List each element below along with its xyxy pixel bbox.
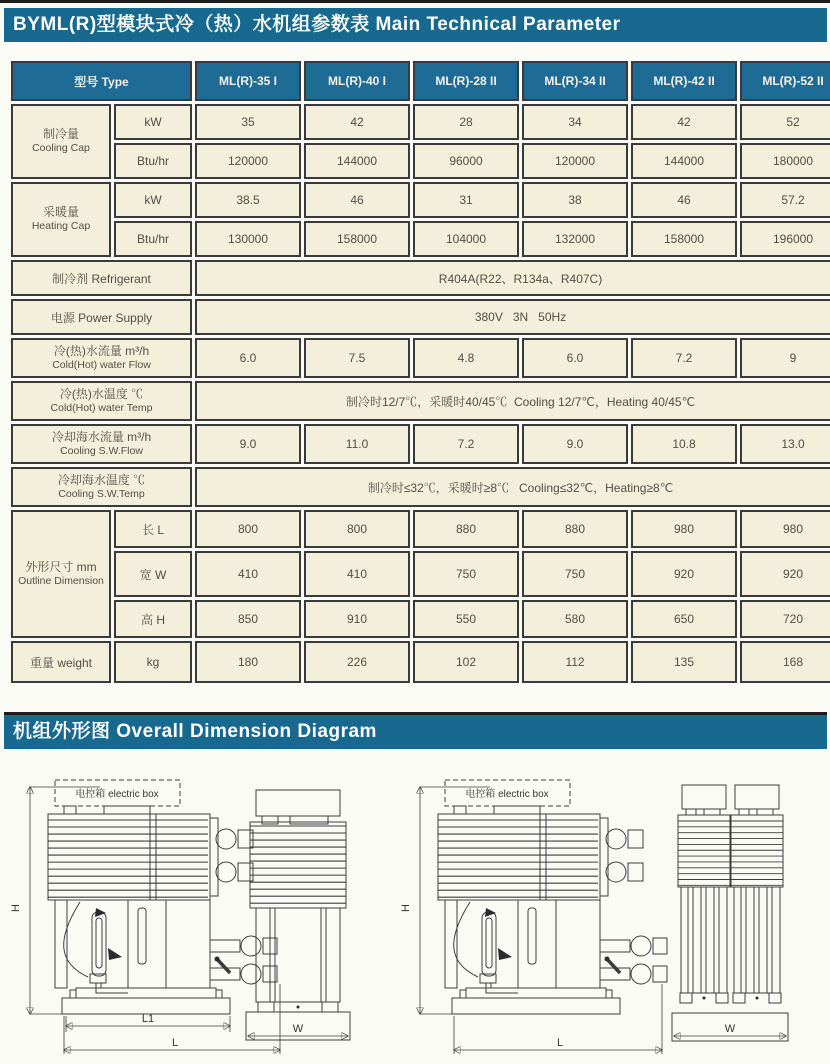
label-en: Cooling Cap	[32, 142, 90, 155]
value-cell: 112	[522, 641, 628, 683]
power-supply-value: 380V 3N 50Hz	[195, 299, 830, 335]
dim-h-label: H	[10, 904, 22, 912]
dim-w-label: W	[292, 1023, 304, 1035]
value-cell: 11.0	[304, 424, 410, 464]
label-cn: 冷却海水流量 m³/h	[51, 429, 152, 444]
cooling-btu-row	[11, 143, 830, 179]
water-temp-row	[11, 381, 830, 421]
value-cell: 46	[631, 182, 737, 218]
value-cell: 196000	[740, 221, 830, 257]
value-cell: 46	[304, 182, 410, 218]
value-cell: 7.2	[413, 424, 519, 464]
label-cn: 冷却海水温度 ℃	[57, 472, 146, 487]
model-header-cell: ML(R)-40 I	[304, 61, 410, 101]
label-cn: 采暖量	[42, 205, 79, 220]
value-cell: 158000	[631, 221, 737, 257]
value-cell: 34	[522, 104, 628, 140]
side-view-right	[438, 780, 667, 1014]
value-cell: 750	[522, 551, 628, 597]
model-header-row	[11, 61, 830, 101]
value-cell: 104000	[413, 221, 519, 257]
front-view-right	[672, 785, 788, 1041]
value-cell: 880	[413, 510, 519, 548]
value-cell: 980	[631, 510, 737, 548]
unit-cell: 长 L	[114, 510, 192, 548]
label-cn: 冷(热)水流量 m³/h	[53, 343, 150, 358]
front-module	[731, 785, 783, 1003]
outline-row-label	[11, 510, 111, 638]
value-cell: 580	[522, 600, 628, 638]
value-cell: 42	[304, 104, 410, 140]
value-cell: 135	[631, 641, 737, 683]
unit-cell: kW	[114, 182, 192, 218]
value-cell: 180	[195, 641, 301, 683]
front-module	[678, 785, 730, 1003]
unit-cell: kW	[114, 104, 192, 140]
value-cell: 38	[522, 182, 628, 218]
sw-temp-value: 制冷时≤32℃，采暖时≥8℃ Cooling≤32℃，Heating≥8℃	[195, 467, 830, 507]
value-cell: 920	[631, 551, 737, 597]
value-cell: 144000	[631, 143, 737, 179]
value-cell: 9	[740, 338, 830, 378]
value-cell: 720	[740, 600, 830, 638]
label-cn: 冷(热)水温度 ℃	[59, 386, 144, 401]
label-en: Cold(Hot) water Flow	[52, 358, 151, 371]
sw-temp-row	[11, 467, 830, 507]
width-row	[11, 551, 830, 597]
unit-cell: Btu/hr	[114, 221, 192, 257]
dim-w-label: W	[724, 1023, 736, 1035]
value-cell: 7.5	[304, 338, 410, 378]
value-cell: 410	[304, 551, 410, 597]
heating-row-label	[11, 182, 111, 257]
refrigerant-row	[11, 260, 830, 296]
value-cell: 10.8	[631, 424, 737, 464]
value-cell: 880	[522, 510, 628, 548]
value-cell: 910	[304, 600, 410, 638]
value-cell: 180000	[740, 143, 830, 179]
height-row	[11, 600, 830, 638]
power-supply-label: 电源 Power Supply	[11, 299, 192, 335]
weight-row	[11, 641, 830, 683]
value-cell: 750	[413, 551, 519, 597]
value-cell: 31	[413, 182, 519, 218]
power-supply-row	[11, 299, 830, 335]
value-cell: 650	[631, 600, 737, 638]
sw-flow-label	[11, 424, 192, 464]
value-cell: 130000	[195, 221, 301, 257]
heating-btu-row	[11, 221, 830, 257]
model-header-cell: ML(R)-52 II	[740, 61, 830, 101]
model-header-cell: ML(R)-35 I	[195, 61, 301, 101]
heat-exchanger-block	[250, 822, 346, 908]
value-cell: 6.0	[522, 338, 628, 378]
label-cn: 制冷量	[42, 127, 79, 142]
value-cell: 920	[740, 551, 830, 597]
main-title-bar: BYML(R)型模块式冷（热）水机组参数表 Main Technical Parameter	[4, 8, 827, 42]
value-cell: 28	[413, 104, 519, 140]
value-cell: 850	[195, 600, 301, 638]
technical-parameter-table	[8, 58, 830, 686]
value-cell: 144000	[304, 143, 410, 179]
heating-kw-row	[11, 182, 830, 218]
water-flow-label	[11, 338, 192, 378]
value-cell: 800	[304, 510, 410, 548]
value-cell: 980	[740, 510, 830, 548]
unit-cell: 高 H	[114, 600, 192, 638]
water-temp-label	[11, 381, 192, 421]
dim-l-label: L	[556, 1037, 564, 1049]
model-header-cell: ML(R)-28 II	[413, 61, 519, 101]
label-en: Cold(Hot) water Temp	[50, 401, 153, 414]
label-en: Cooling S.W.Temp	[58, 487, 145, 500]
model-header-cell: ML(R)-42 II	[631, 61, 737, 101]
weight-label: 重量 weight	[11, 641, 111, 683]
value-cell: 35	[195, 104, 301, 140]
value-cell: 158000	[304, 221, 410, 257]
water-temp-value: 制冷时12/7℃，采暖时40/45℃ Cooling 12/7℃，Heating 40/45℃	[195, 381, 830, 421]
unit-cell: 宽 W	[114, 551, 192, 597]
value-cell: 13.0	[740, 424, 830, 464]
value-cell: 120000	[195, 143, 301, 179]
sw-flow-row	[11, 424, 830, 464]
value-cell: 132000	[522, 221, 628, 257]
type-header-cell: 型号 Type	[11, 61, 192, 101]
value-cell: 102	[413, 641, 519, 683]
refrigerant-label: 制冷剂 Refrigerant	[11, 260, 192, 296]
value-cell: 42	[631, 104, 737, 140]
value-cell: 120000	[522, 143, 628, 179]
sw-temp-label	[11, 467, 192, 507]
water-flow-row	[11, 338, 830, 378]
label-en: Cooling S.W.Flow	[60, 444, 143, 457]
value-cell: 168	[740, 641, 830, 683]
value-cell: 550	[413, 600, 519, 638]
overall-dimension-diagram	[0, 762, 830, 1064]
front-view-left	[246, 790, 350, 1040]
value-cell: 7.2	[631, 338, 737, 378]
unit-cell: kg	[114, 641, 192, 683]
cooling-kw-row	[11, 104, 830, 140]
value-cell: 4.8	[413, 338, 519, 378]
value-cell: 800	[195, 510, 301, 548]
label-en: Outline Dimension	[18, 574, 104, 587]
dim-h-label: H	[400, 904, 412, 912]
unit-cell: Btu/hr	[114, 143, 192, 179]
value-cell: 57.2	[740, 182, 830, 218]
side-view-left	[48, 780, 277, 1014]
section-title-bar: 机组外形图 Overall Dimension Diagram	[4, 712, 827, 749]
top-rule	[0, 0, 830, 3]
dim-l-label: L	[171, 1037, 179, 1049]
value-cell: 9.0	[522, 424, 628, 464]
value-cell: 38.5	[195, 182, 301, 218]
dim-l1-label: L1	[141, 1013, 155, 1025]
value-cell: 52	[740, 104, 830, 140]
model-header-cell: ML(R)-34 II	[522, 61, 628, 101]
value-cell: 9.0	[195, 424, 301, 464]
value-cell: 410	[195, 551, 301, 597]
value-cell: 226	[304, 641, 410, 683]
cooling-row-label	[11, 104, 111, 179]
label-en: Heating Cap	[31, 220, 91, 233]
tube-bank	[256, 908, 340, 1002]
refrigerant-value: R404A(R22、R134a、R407C)	[195, 260, 830, 296]
value-cell: 96000	[413, 143, 519, 179]
value-cell: 6.0	[195, 338, 301, 378]
length-row	[11, 510, 830, 548]
label-cn: 外形尺寸 mm	[25, 559, 97, 574]
